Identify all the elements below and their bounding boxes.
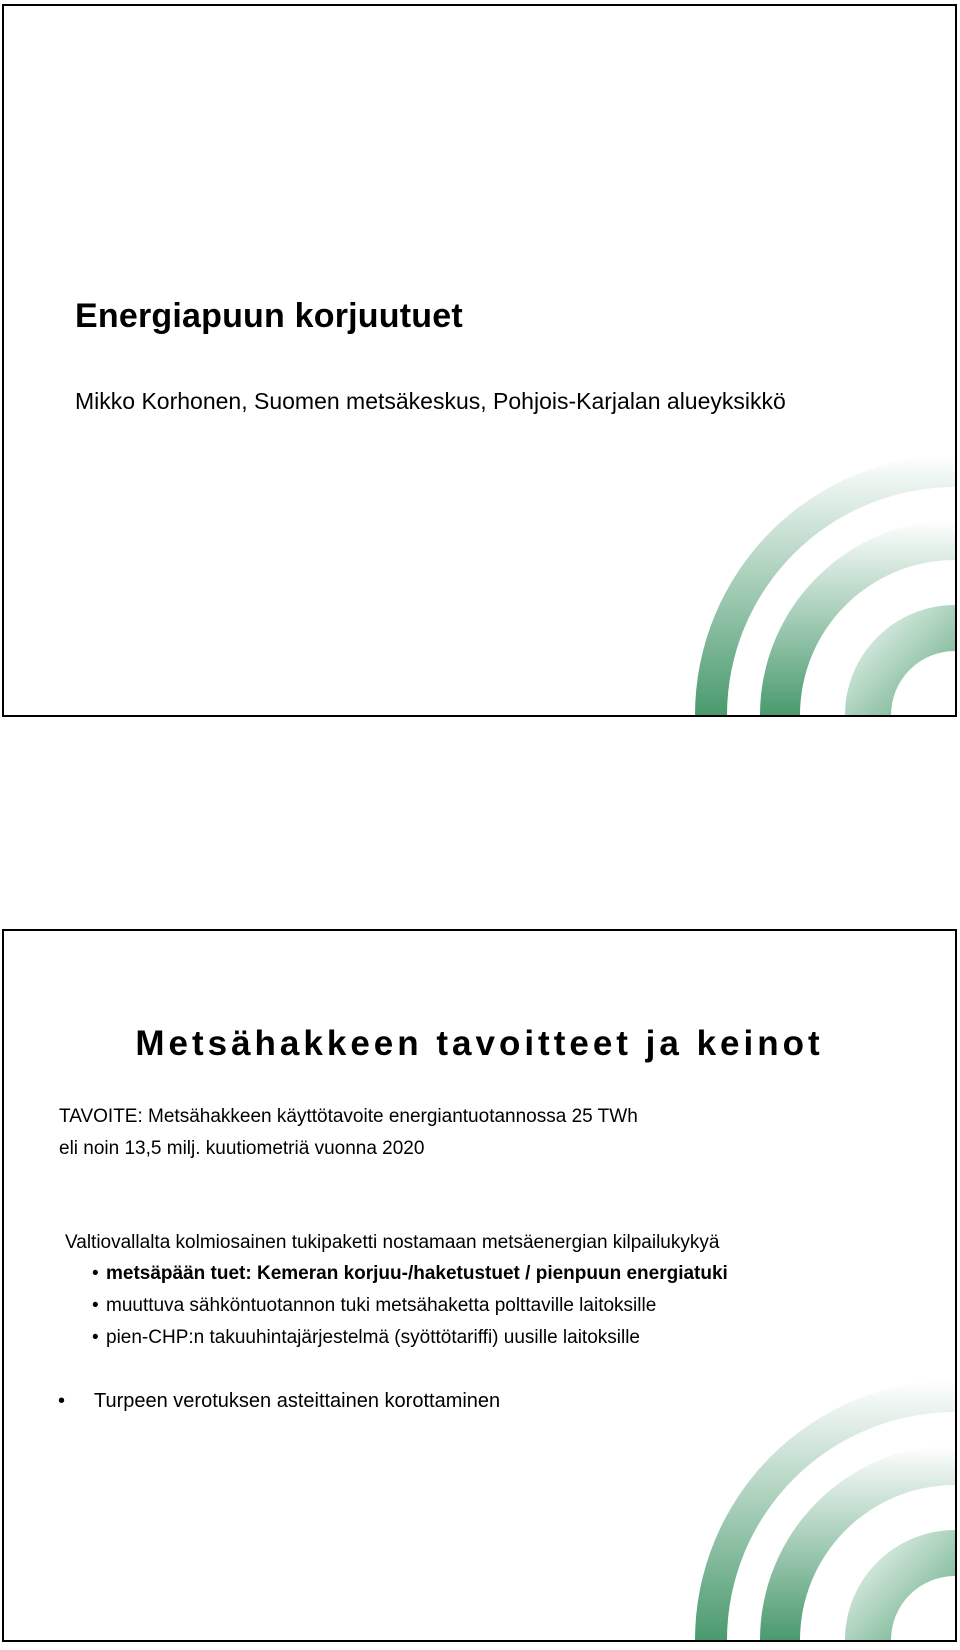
list-item-text: metsäpään tuet: Kemeran korjuu-/haketustuet / pienpuun energiatuki: [106, 1263, 728, 1284]
slide-1-title: Energiapuun korjuutuet: [75, 297, 463, 335]
slide-2: [2, 929, 957, 1642]
bullet-icon: •: [58, 1390, 66, 1412]
support-package-intro: Valtiovallalta kolmiosainen tukipaketti nostamaan metsäenergian kilpailukykyä: [65, 1232, 720, 1253]
peat-taxation-text: Turpeen verotuksen asteittainen korottaminen: [94, 1390, 501, 1412]
list-item: [92, 1294, 728, 1326]
list-item-text: pien-CHP:n takuuhintajärjestelmä (syöttötariffi) uusille laitoksille: [106, 1327, 640, 1348]
green-arcs-decoration-icon: [655, 1320, 955, 1640]
peat-taxation-bullet: [58, 1390, 500, 1413]
green-arcs-decoration-icon: [655, 395, 955, 715]
list-item-text: muuttuva sähköntuotannon tuki metsähaketta polttaville laitoksille: [106, 1295, 657, 1316]
slide-1-subtitle: Mikko Korhonen, Suomen metsäkeskus, Pohjois-Karjalan alueyksikkö: [75, 388, 786, 414]
bullet-icon: •: [92, 1263, 99, 1284]
goal-line-1: TAVOITE: Metsähakkeen käyttötavoite energiantuotannossa 25 TWh: [59, 1106, 638, 1127]
bullet-icon: •: [92, 1327, 99, 1348]
support-package-list: [92, 1262, 728, 1358]
bullet-icon: •: [92, 1295, 99, 1316]
list-item: [92, 1326, 728, 1358]
list-item: [92, 1262, 728, 1294]
slide-2-title: Metsähakkeen tavoitteet ja keinot: [135, 1024, 824, 1063]
goal-line-2: eli noin 13,5 milj. kuutiometriä vuonna 2020: [59, 1138, 425, 1159]
slide-1: [2, 4, 957, 717]
